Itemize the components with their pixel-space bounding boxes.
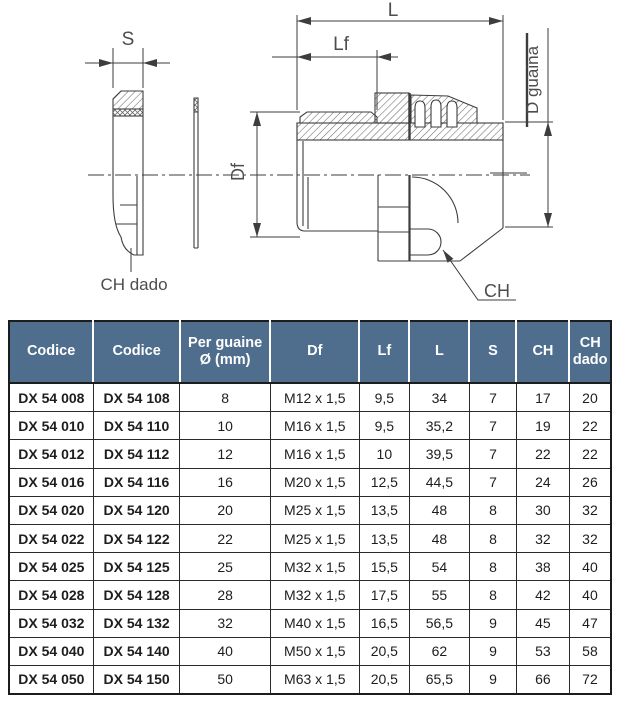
value-cell: 9 (469, 637, 516, 665)
value-cell: 47 (569, 609, 611, 637)
value-cell: 15,5 (359, 553, 409, 581)
value-cell: 13,5 (359, 524, 409, 552)
value-cell: 22 (569, 412, 611, 440)
value-cell: 20,5 (359, 637, 409, 665)
code-cell: DX 54 032 (9, 609, 93, 637)
value-cell: 40 (569, 581, 611, 609)
value-cell: 17 (516, 383, 569, 412)
value-cell: 9,5 (359, 383, 409, 412)
label-ch: CH (484, 281, 510, 301)
header-ch-dado: CH dado (569, 321, 611, 383)
code-cell: DX 54 128 (93, 581, 180, 609)
table-row (9, 553, 611, 581)
header-per-guaine: Per guaine Ø (mm) (180, 321, 270, 383)
value-cell: 40 (180, 637, 270, 665)
value-cell: 22 (180, 524, 270, 552)
value-cell: 7 (469, 383, 516, 412)
dim-label-df: Df (228, 163, 248, 181)
value-cell: 44,5 (409, 468, 469, 496)
value-cell: 7 (469, 468, 516, 496)
value-cell: 42 (516, 581, 569, 609)
code-cell: DX 54 110 (93, 412, 180, 440)
value-cell: 45 (516, 609, 569, 637)
value-cell: 9 (469, 609, 516, 637)
value-cell: 50 (180, 665, 270, 694)
code-cell: DX 54 132 (93, 609, 180, 637)
label-ch-dado: CH dado (100, 275, 168, 294)
table-row (9, 440, 611, 468)
value-cell: 25 (180, 553, 270, 581)
table-row (9, 496, 611, 524)
header-ch: CH (516, 321, 569, 383)
value-cell: 20 (569, 383, 611, 412)
value-cell: 10 (359, 440, 409, 468)
code-cell: DX 54 150 (93, 665, 180, 694)
value-cell: 38 (516, 553, 569, 581)
code-cell: DX 54 028 (9, 581, 93, 609)
dim-label-l: L (387, 0, 399, 21)
nut-section (113, 91, 143, 255)
value-cell: 32 (569, 496, 611, 524)
dim-label-d-guaina: D guaina (523, 45, 542, 115)
code-cell: DX 54 140 (93, 637, 180, 665)
value-cell: M16 x 1,5 (270, 412, 359, 440)
value-cell: M32 x 1,5 (270, 581, 359, 609)
table-row (9, 637, 611, 665)
value-cell: 34 (409, 383, 469, 412)
value-cell: 39,5 (409, 440, 469, 468)
code-cell: DX 54 016 (9, 468, 93, 496)
code-cell: DX 54 025 (9, 553, 93, 581)
header-row (9, 321, 611, 383)
value-cell: M16 x 1,5 (270, 440, 359, 468)
value-cell: 55 (409, 581, 469, 609)
value-cell: M32 x 1,5 (270, 553, 359, 581)
header-codice-1: Codice (9, 321, 93, 383)
header-df: Df (270, 321, 359, 383)
table-row (9, 609, 611, 637)
value-cell: 8 (469, 581, 516, 609)
value-cell: 16 (180, 468, 270, 496)
value-cell: M25 x 1,5 (270, 496, 359, 524)
table-row (9, 665, 611, 694)
value-cell: 19 (516, 412, 569, 440)
value-cell: 26 (569, 468, 611, 496)
code-cell: DX 54 122 (93, 524, 180, 552)
code-cell: DX 54 012 (9, 440, 93, 468)
value-cell: 32 (569, 524, 611, 552)
value-cell: 8 (180, 383, 270, 412)
code-cell: DX 54 008 (9, 383, 93, 412)
value-cell: 20,5 (359, 665, 409, 694)
value-cell: 56,5 (409, 609, 469, 637)
value-cell: 54 (409, 553, 469, 581)
table-row (9, 383, 611, 412)
code-cell: DX 54 040 (9, 637, 93, 665)
code-cell: DX 54 116 (93, 468, 180, 496)
table-row (9, 412, 611, 440)
table-row (9, 524, 611, 552)
value-cell: 48 (409, 524, 469, 552)
value-cell: 40 (569, 553, 611, 581)
value-cell: 10 (180, 412, 270, 440)
value-cell: 22 (516, 440, 569, 468)
value-cell: M63 x 1,5 (270, 665, 359, 694)
spec-table (8, 320, 612, 695)
value-cell: M40 x 1,5 (270, 609, 359, 637)
value-cell: 8 (469, 524, 516, 552)
value-cell: 66 (516, 665, 569, 694)
value-cell: 62 (409, 637, 469, 665)
header-codice-2: Codice (93, 321, 180, 383)
value-cell: 9 (469, 665, 516, 694)
dim-label-s: S (121, 29, 135, 50)
value-cell: 7 (469, 440, 516, 468)
value-cell: 28 (180, 581, 270, 609)
header-lf: Lf (359, 321, 409, 383)
value-cell: 12 (180, 440, 270, 468)
dim-label-lf: Lf (333, 34, 349, 55)
value-cell: 16,5 (359, 609, 409, 637)
value-cell: 72 (569, 665, 611, 694)
value-cell: 35,2 (409, 412, 469, 440)
code-cell: DX 54 108 (93, 383, 180, 412)
header-l: L (409, 321, 469, 383)
value-cell: 32 (180, 609, 270, 637)
washer-section (194, 98, 198, 248)
value-cell: M50 x 1,5 (270, 637, 359, 665)
code-cell: DX 54 050 (9, 665, 93, 694)
value-cell: 9,5 (359, 412, 409, 440)
code-cell: DX 54 112 (93, 440, 180, 468)
value-cell: 17,5 (359, 581, 409, 609)
value-cell: 12,5 (359, 468, 409, 496)
value-cell: 24 (516, 468, 569, 496)
value-cell: 32 (516, 524, 569, 552)
code-cell: DX 54 022 (9, 524, 93, 552)
value-cell: 7 (469, 412, 516, 440)
value-cell: 20 (180, 496, 270, 524)
value-cell: 53 (516, 637, 569, 665)
header-s: S (469, 321, 516, 383)
value-cell: 58 (569, 637, 611, 665)
table-row (9, 468, 611, 496)
value-cell: 8 (469, 496, 516, 524)
table-body (9, 383, 611, 694)
value-cell: 22 (569, 440, 611, 468)
value-cell: 13,5 (359, 496, 409, 524)
gland-body (297, 93, 527, 261)
code-cell: DX 54 120 (93, 496, 180, 524)
code-cell: DX 54 020 (9, 496, 93, 524)
table-row (9, 581, 611, 609)
code-cell: DX 54 125 (93, 553, 180, 581)
technical-drawing (0, 0, 621, 318)
code-cell: DX 54 010 (9, 412, 93, 440)
dimension-s (85, 48, 170, 88)
value-cell: M25 x 1,5 (270, 524, 359, 552)
value-cell: M12 x 1,5 (270, 383, 359, 412)
value-cell: 48 (409, 496, 469, 524)
value-cell: 30 (516, 496, 569, 524)
value-cell: 65,5 (409, 665, 469, 694)
value-cell: 8 (469, 553, 516, 581)
value-cell: M20 x 1,5 (270, 468, 359, 496)
